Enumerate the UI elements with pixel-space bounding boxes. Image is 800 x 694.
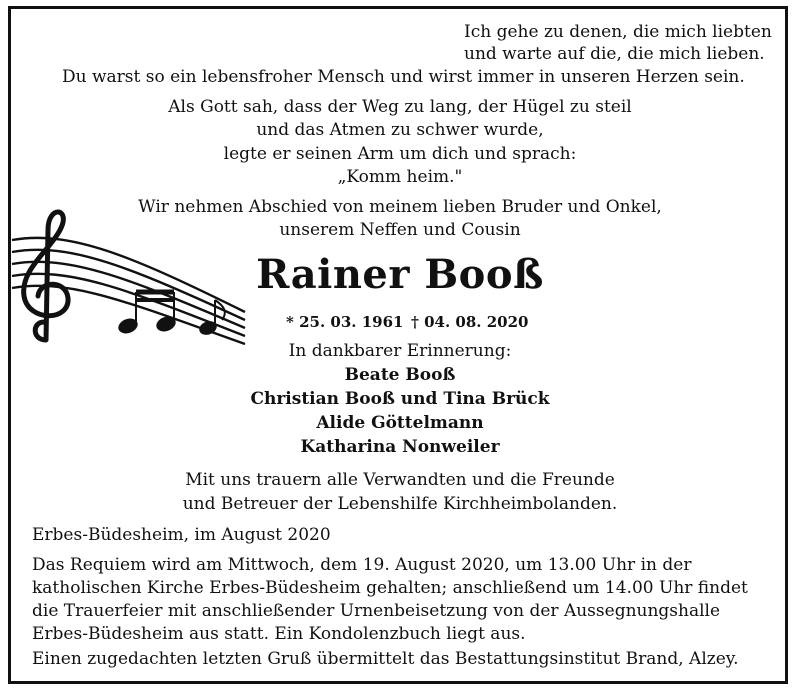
mourners-heading: In dankbarer Erinnerung: (288, 341, 512, 361)
mourner-name: Christian Booß und Tina Brück (250, 389, 550, 409)
details-line-3: die Trauerfeier mit anschließender Urnenbeisetzung von der Aussegnungshalle (32, 601, 721, 621)
deceased-name: Rainer Booß (256, 251, 544, 298)
mourner-name: Alide Göttelmann (316, 413, 484, 433)
verse-line-4: „Komm heim." (337, 167, 463, 187)
poem-line-2: und warte auf die, die mich lieben. (464, 44, 765, 64)
also-mourning-line-2: und Betreuer der Lebenshilfe Kirchheimbolanden. (182, 494, 618, 514)
details-line-2: katholischen Kirche Erbes-Büdesheim gehalten; anschließend um 14.00 Uhr findet (32, 578, 748, 598)
birth-date: * 25. 03. 1961 (286, 313, 404, 331)
place-date: Erbes-Büdesheim, im August 2020 (32, 525, 331, 545)
poem-line-3: Du warst so ein lebensfroher Mensch und wirst immer in unseren Herzen sein. (62, 67, 745, 87)
details-line-4: Erbes-Büdesheim aus statt. Ein Kondolenzbuch liegt aus. (32, 624, 526, 644)
details-line-1: Das Requiem wird am Mittwoch, dem 19. August 2020, um 13.00 Uhr in der (32, 555, 692, 575)
intro-line-2: unserem Neffen und Cousin (279, 220, 521, 240)
death-date: † 04. 08. 2020 (411, 313, 529, 331)
mourner-name: Beate Booß (344, 365, 456, 385)
verse-line-3: legte er seinen Arm um dich und sprach: (223, 144, 577, 164)
poem-line-1: Ich gehe zu denen, die mich liebten (464, 22, 772, 42)
intro-line-1: Wir nehmen Abschied von meinem lieben Bruder und Onkel, (138, 197, 662, 217)
verse-line-2: und das Atmen zu schwer wurde, (256, 120, 544, 140)
verse-line-1: Als Gott sah, dass der Weg zu lang, der Hügel zu steil (168, 97, 632, 117)
details-line-5: Einen zugedachten letzten Gruß übermittelt das Bestattungsinstitut Brand, Alzey. (32, 649, 739, 669)
also-mourning-line-1: Mit uns trauern alle Verwandten und die Freunde (185, 470, 615, 490)
mourner-name: Katharina Nonweiler (300, 437, 500, 457)
